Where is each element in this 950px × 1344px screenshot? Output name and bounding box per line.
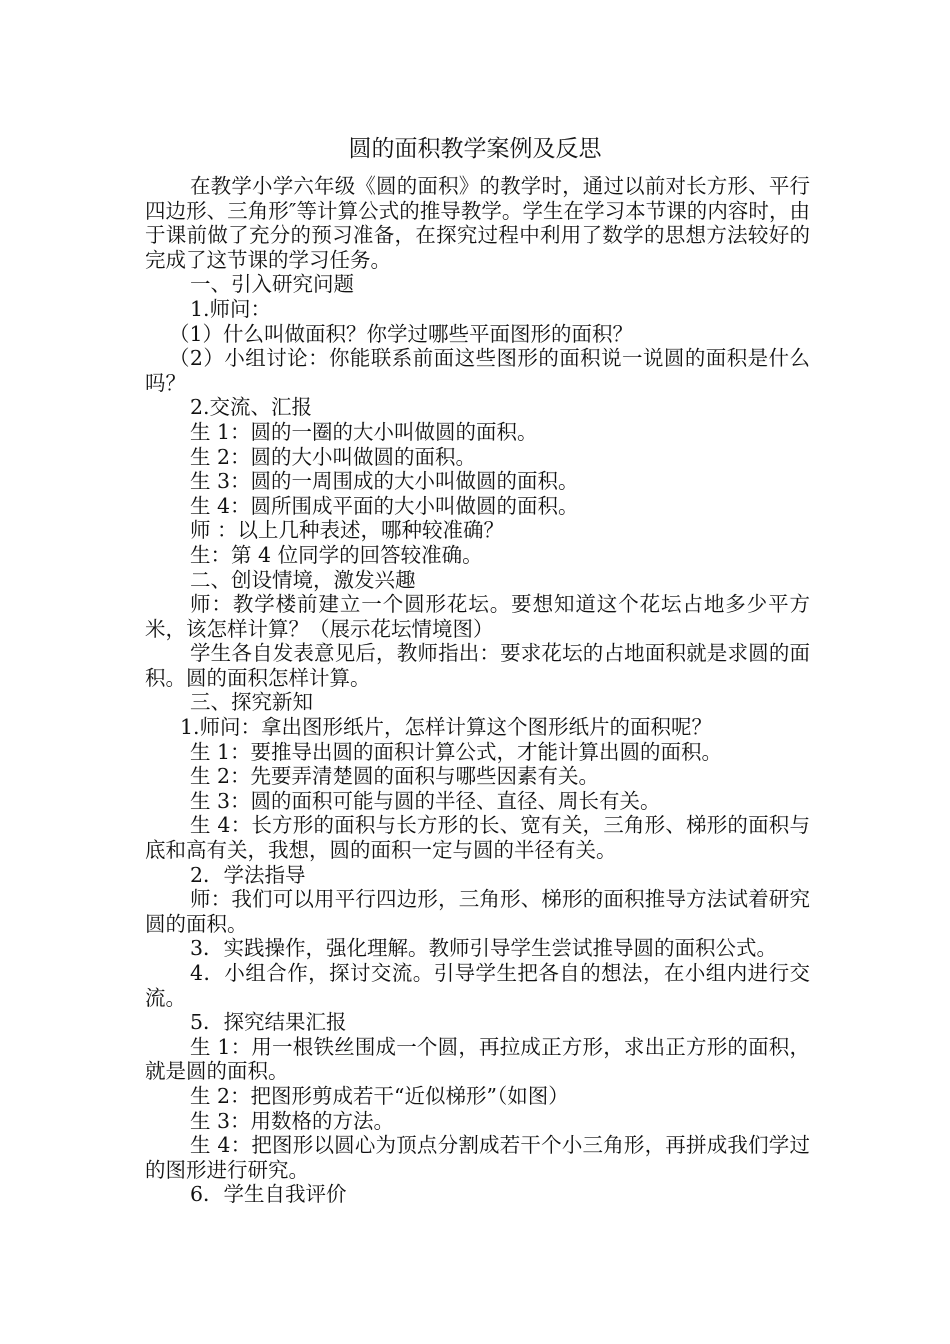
paragraph: 学生各自发表意见后，教师指出：要求花坛的占地面积就是求圆的面积。圆的面积怎样计算。 bbox=[145, 641, 810, 690]
paragraph: 师：我们可以用平行四边形，三角形、梯形的面积推导方法试着研究圆的面积。 bbox=[145, 887, 810, 936]
document-body bbox=[145, 174, 810, 1207]
page-title: 圆的面积教学案例及反思 bbox=[348, 136, 602, 162]
paragraph: （1）什么叫做面积？你学过哪些平面图形的面积？ bbox=[169, 321, 634, 346]
paragraph: （2）小组讨论：你能联系前面这些图形的面积说一说圆的面积是什么吗？ bbox=[145, 346, 810, 395]
paragraph: 师 ：以上几种表述，哪种较准确？ bbox=[190, 518, 505, 543]
paragraph: 生 2：圆的大小叫做圆的面积。 bbox=[190, 444, 477, 469]
paragraph: 生 3：圆的面积可能与圆的半径、直径、周长有关。 bbox=[190, 788, 661, 813]
paragraph: 生 2：把图形剪成若干“近似梯形”（如图） bbox=[190, 1083, 569, 1108]
paragraph: 6．学生自我评价 bbox=[190, 1182, 347, 1207]
paragraph: 在教学小学六年级《圆的面积》的教学时，通过以前对长方形、平行四边形、三角形″等计算公式的推导教学。学生在学习本节课的内容时，由于课前做了充分的预习准备，在探究过程中利用了数学的思想方法较好的完成了这节课的学习任务。 bbox=[145, 174, 810, 272]
paragraph: 3．实践操作，强化理解。教师引导学生尝试推导圆的面积公式。 bbox=[190, 936, 778, 961]
paragraph: 生 4：圆所围成平面的大小叫做圆的面积。 bbox=[190, 493, 579, 518]
paragraph: 1.师问：拿出图形纸片，怎样计算这个图形纸片的面积呢？ bbox=[180, 715, 713, 740]
paragraph: 4．小组合作，探讨交流。引导学生把各自的想法，在小组内进行交流。 bbox=[145, 961, 810, 1010]
paragraph: 二、创设情境，激发兴趣 bbox=[190, 567, 416, 592]
paragraph: 生 1：用一根铁丝围成一个圆，再拉成正方形，求出正方形的面积，就是圆的面积。 bbox=[145, 1034, 810, 1084]
paragraph: 2.交流、汇报 bbox=[190, 395, 313, 420]
paragraph: 生 4：长方形的面积与长方形的长、宽有关，三角形、梯形的面积与底和高有关，我想，圆的面积一定与圆的半径有关。 bbox=[145, 813, 810, 863]
paragraph: 生 3：用数格的方法。 bbox=[190, 1108, 395, 1133]
paragraph: 一、引入研究问题 bbox=[190, 272, 354, 297]
paragraph: 5．探究结果汇报 bbox=[190, 1010, 347, 1035]
paragraph: 师：教学楼前建立一个圆形花坛。要想知道这个花坛占地多少平方米，该怎样计算？（展示花坛情境图） bbox=[145, 592, 810, 641]
paragraph: 生 3：圆的一周围成的大小叫做圆的面积。 bbox=[190, 469, 579, 494]
paragraph: 1.师问： bbox=[190, 296, 272, 321]
paragraph: 生 1：圆的一圈的大小叫做圆的面积。 bbox=[190, 419, 538, 444]
paragraph: 2．学法指导 bbox=[190, 862, 306, 887]
paragraph: 生 2：先要弄清楚圆的面积与哪些因素有关。 bbox=[190, 764, 600, 789]
paragraph: 生 4：把图形以圆心为顶点分割成若干个小三角形，再拼成我们学过的图形进行研究。 bbox=[145, 1133, 810, 1182]
paragraph: 三、探究新知 bbox=[190, 690, 313, 715]
paragraph: 生 1：要推导出圆的面积计算公式，才能计算出圆的面积。 bbox=[190, 739, 723, 764]
paragraph: 生：第 4 位同学的回答较准确。 bbox=[190, 542, 483, 567]
